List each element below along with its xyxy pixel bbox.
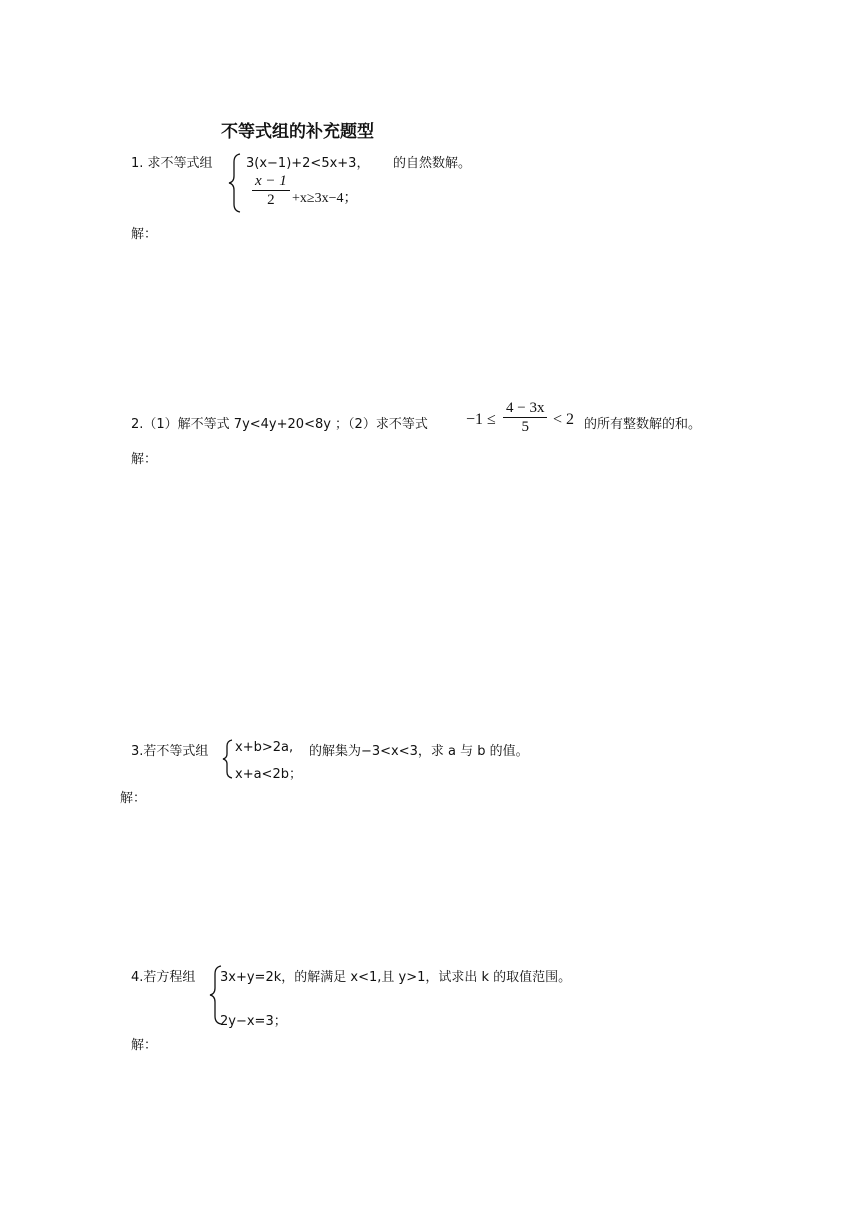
question-1-inequality-2-tail: +x≥3x−4；	[292, 191, 358, 206]
question-2-left-bound: −1 ≤	[466, 411, 496, 428]
answer-label-4: 解：	[131, 1038, 158, 1053]
question-4-equation-2: 2y−x=3；	[220, 1014, 287, 1029]
question-2-suffix: 的所有整数解的和。	[584, 417, 702, 432]
fraction-numerator: x − 1	[252, 172, 290, 191]
fraction-denominator: 5	[521, 419, 529, 435]
question-4-prefix: 4.若方程组	[131, 970, 196, 985]
question-2-right-bound: < 2	[553, 411, 575, 428]
question-1-inequality-1: 3(x−1)+2<5x+3，	[246, 156, 370, 171]
fraction-denominator: 2	[267, 192, 275, 208]
question-3-inequality-2: x+a<2b；	[235, 767, 302, 782]
answer-label-2: 解：	[131, 452, 158, 467]
fraction-numerator: 4 − 3x	[503, 399, 547, 418]
question-1-suffix: 的自然数解。	[393, 156, 472, 171]
left-brace-icon	[222, 739, 234, 779]
left-brace-icon	[228, 152, 242, 214]
question-1-fraction	[252, 172, 290, 209]
question-4-equation-1: 3x+y=2k，的解满足 x<1,且 y>1，试求出 k 的取值范围。	[220, 970, 572, 985]
answer-label-3: 解：	[120, 791, 147, 806]
question-3-suffix: 的解集为−3<x<3，求 a 与 b 的值。	[309, 744, 529, 759]
question-3-prefix: 3.若不等式组	[131, 744, 209, 759]
question-1-prefix: 1. 求不等式组	[131, 156, 213, 171]
question-2-fraction	[503, 399, 547, 436]
question-2-prefix: 2.（1）解不等式 7y<4y+20<8y ；（2）求不等式	[131, 417, 428, 432]
question-3-inequality-1: x+b>2a,	[235, 740, 294, 755]
answer-label-1: 解：	[131, 227, 158, 242]
page-title: 不等式组的补充题型	[221, 122, 374, 142]
